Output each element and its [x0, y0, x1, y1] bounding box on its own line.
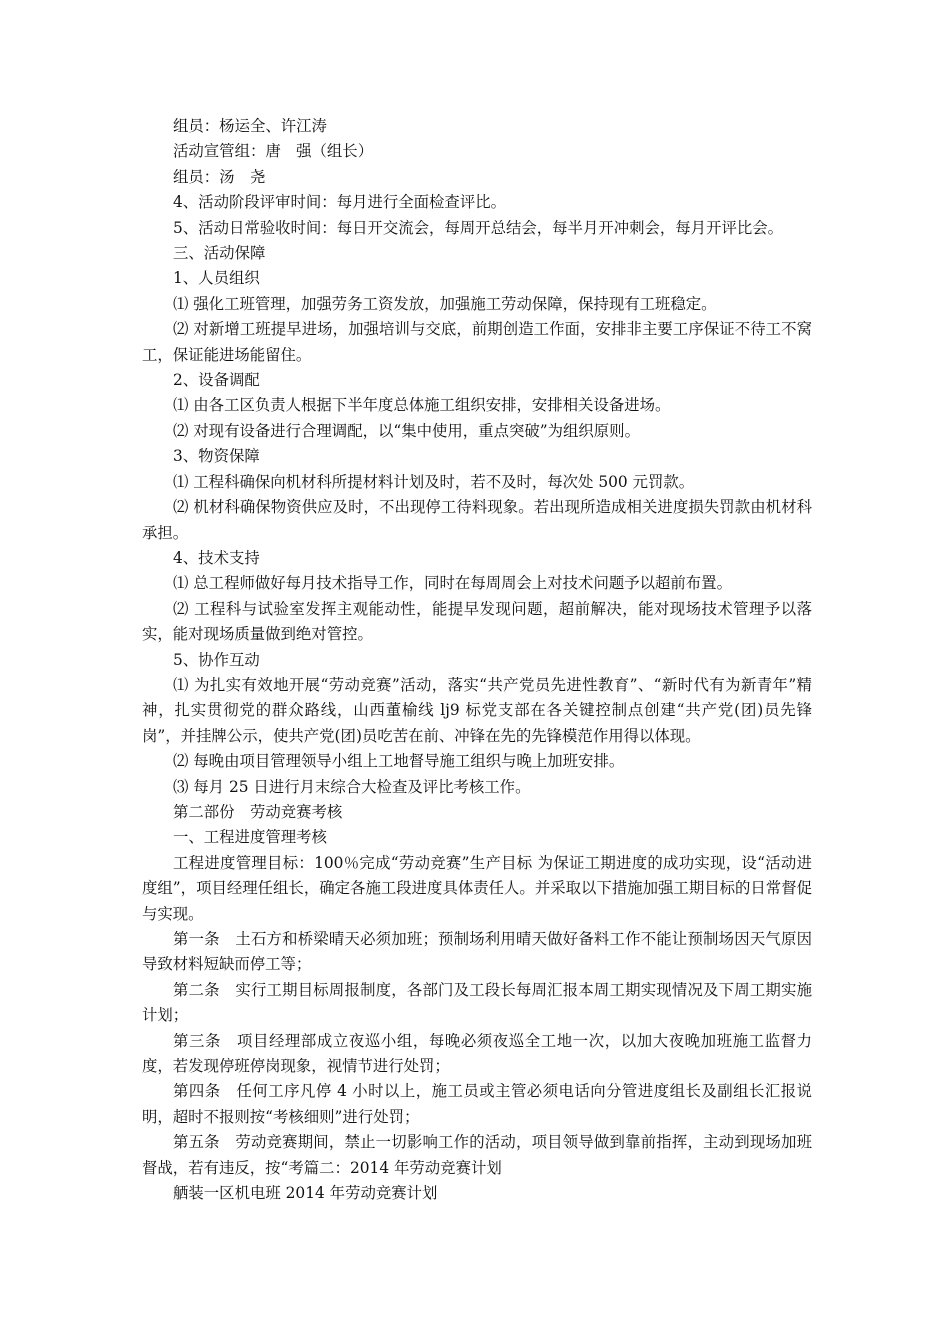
- section-heading: 三、活动保障: [173, 244, 266, 263]
- paragraph: 5、活动日常验收时间：每日开交流会，每周开总结会，每半月开冲刺会，每月开评比会。: [173, 218, 784, 237]
- paragraph: 组员：杨运全、许江涛: [173, 117, 327, 135]
- subsection-heading: 1、人员组织: [173, 269, 260, 288]
- subsection-heading: 5、协作互动: [173, 650, 260, 669]
- article-paragraph: 第三条 项目经理部成立夜巡小组，每晚必须夜巡全工地一次，以加大夜晚加班施工监督力度，若发现停班停岗现象，视情节进行处罚；: [142, 1031, 812, 1076]
- paragraph: ⑵ 机材科确保物资供应及时，不出现停工待料现象。若出现所造成相关进度损失罚款由机材科承担。: [142, 498, 812, 542]
- document-body: [142, 114, 812, 1206]
- paragraph: ⑵ 对现有设备进行合理调配，以“集中使用，重点突破”为组织原则。: [173, 421, 640, 440]
- paragraph: ⑵ 每晚由项目管理领导小组上工地督导施工组织与晚上加班安排。: [173, 752, 625, 771]
- part-heading: 第二部份 劳动竞赛考核: [173, 802, 343, 821]
- subsection-heading: 3、物资保障: [173, 447, 260, 466]
- article-paragraph: 第一条 土石方和桥梁晴天必须加班；预制场利用晴天做好备料工作不能让预制场因天气原因导致材料短缺而停工等；: [142, 930, 812, 974]
- paragraph: ⑶ 每月 25 日进行月末综合大检查及评比考核工作。: [173, 777, 531, 796]
- subsection-heading: 4、技术支持: [173, 548, 260, 567]
- subsection-heading: 2、设备调配: [173, 371, 260, 390]
- paragraph: ⑴ 总工程师做好每月技术指导工作，同时在每周周会上对技术问题予以超前布置。: [173, 574, 732, 593]
- paragraph: ⑴ 强化工班管理，加强劳务工资发放，加强施工劳动保障，保持现有工班稳定。: [173, 294, 717, 313]
- paragraph: 组员：汤 尧: [173, 167, 266, 186]
- paragraph: ⑵ 工程科与试验室发挥主观能动性，能提早发现问题，超前解决，能对现场技术管理予以落实，能对现场质量做到绝对管控。: [142, 599, 812, 644]
- article-paragraph: 第五条 劳动竞赛期间，禁止一切影响工作的活动，项目领导做到靠前指挥，主动到现场加班督战，若有违反，按“考篇二：2014 年劳动竞赛计划: [142, 1133, 812, 1177]
- paragraph: 4、活动阶段评审时间：每月进行全面检查评比。: [173, 193, 506, 212]
- section-heading: 一、工程进度管理考核: [173, 828, 327, 847]
- paragraph: ⑴ 工程科确保向机材科所提材料计划及时，若不及时，每次处 500 元罚款。: [173, 472, 695, 491]
- article-paragraph: 第二条 实行工期目标周报制度，各部门及工段长每周汇报本周工期实现情况及下周工期实施计划；: [142, 980, 812, 1025]
- paragraph: ⑵ 对新增工班提早进场，加强培训与交底，前期创造工作面，安排非主要工序保证不待工不窝工，保证能进场能留住。: [142, 320, 812, 364]
- paragraph: 活动宣管组：唐 强（组长）: [173, 142, 374, 161]
- paragraph: ⑴ 为扎实有效地开展“劳动竞赛”活动，落实“共产党员先进性教育”、“新时代有为新青年”精神，扎实贯彻党的群众路线，山西董榆线 lj9 标党支部在各关键控制点创建“共产党(团)员先锋岗”，并挂牌公示，使共产党(团)员吃苦在前、冲锋在先的先锋模范作用得以体现。: [142, 675, 812, 745]
- paragraph: 工程进度管理目标：100％完成“劳动竞赛”生产目标 为保证工期进度的成功实现，设“活动进度组”，项目经理任组长，确定各施工段进度具体责任人。并采取以下措施加强工期目标的日常督促与实现。: [142, 853, 812, 923]
- paragraph: ⑴ 由各工区负责人根据下半年度总体施工组织安排，安排相关设备进场。: [173, 396, 671, 415]
- paragraph: 舾装一区机电班 2014 年劳动竞赛计划: [173, 1184, 438, 1203]
- article-paragraph: 第四条 任何工序凡停 4 小时以上，施工员或主管必须电话向分管进度组长及副组长汇报说明，超时不报则按“考核细则”进行处罚；: [142, 1082, 812, 1126]
